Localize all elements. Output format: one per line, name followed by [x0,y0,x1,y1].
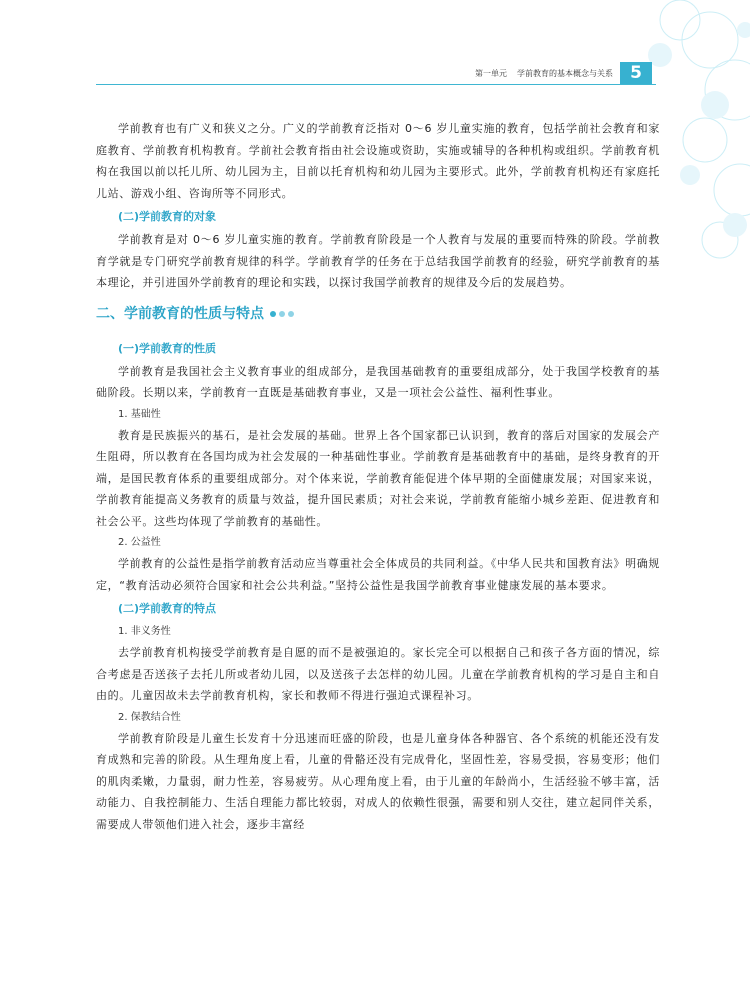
paragraph: 学前教育也有广义和狭义之分。广义的学前教育泛指对 0～6 岁儿童实施的教育，包括学前社会教育和家庭教育、学前教育机构教育。学前社会教育指由社会设施或资助，实施或辅导的各种机构或组织。学前教育机构在我国以前以托儿所、幼儿园为主，目前以托育机构和幼儿园为主要形式。此外，学前教育机构还有家庭托儿站、游戏小组、咨询所等不同形式。 [96,122,660,200]
paragraph: 教育是民族振兴的基石，是社会发展的基础。世界上各个国家都已认识到，教育的落后对国家的发展会产生阻碍，所以教育在各国均成为社会发展的一种基础性事业。学前教育是基础教育中的基础，是终身教育的开端，是国民教育体系的重要组成部分。对个体来说，学前教育能促进个体早期的全面健康发展；对国家来说，学前教育能提高义务教育的质量与效益，提升国民素质；对社会来说，学前教育能缩小城乡差距、促进教育和社会公平。这些均体现了学前教育的基础性。 [96,428,660,528]
paragraph: 学前教育阶段是儿童生长发育十分迅速而旺盛的阶段，也是儿童身体各种器官、各个系统的机能还没有发育成熟和完善的阶段。从生理角度上看，儿童的骨骼还没有完成骨化，坚固性差，容易受损，容易变形；他们的肌肉柔嫩，力量弱，耐力性差，容易疲劳。从心理角度上看，由于儿童的年龄尚小，生活经验不够丰富，活动能力、自我控制能力、生活自理能力都比较弱，对成人的依赖性很强，需要和别人交往，建立起同伴关系，需要成人带领他们进入社会，逐步丰富经 [96,731,660,831]
page-body [96,118,660,835]
item-heading: 1. 基础性 [118,408,161,420]
subheading-object: (二)学前教育的对象 [118,210,217,223]
header-unit-title: 学前教育的基本概念与关系 [517,68,613,78]
section-heading [96,302,660,326]
dots-ornament [270,311,294,317]
item-heading: 2. 公益性 [118,537,161,548]
item-heading: 1. 非义务性 [118,626,171,637]
page-number: 5 [620,62,652,84]
subheading-nature: (一)学前教育的性质 [118,341,217,355]
paragraph: 去学前教育机构接受学前教育是自愿的而不是被强迫的。家长完全可以根据自己和孩子各方面的情况，综合考虑是否送孩子去托儿所或者幼儿园，以及送孩子去怎样的幼儿园。儿童在学前教育机构的学习是自主和自由的。儿童因故未去学前教育机构，家长和教师不得进行强迫式课程补习。 [96,646,660,702]
header-unit: 第一单元 [475,68,507,78]
section-title: 二、学前教育的性质与特点 [96,305,264,322]
item-heading: 2. 保教结合性 [118,711,181,723]
paragraph: 学前教育的公益性是指学前教育活动应当尊重社会全体成员的共同利益。《中华人民共和国教育法》明确规定，“教育活动必须符合国家和社会公共利益。”坚持公益性是我国学前教育事业健康发展的基本要求。 [96,557,660,592]
paragraph: 学前教育是对 0～6 岁儿童实施的教育。学前教育阶段是一个人教育与发展的重要而特殊的阶段。学前教育学就是专门研究学前教育规律的科学。学前教育学的任务在于总结我国学前教育的经验，研究学前教育的基本理论，并引进国外学前教育的理论和实践，以探讨我国学前教育的规律及今后的发展趋势。 [96,233,660,289]
subheading-features: (二)学前教育的特点 [118,602,217,615]
paragraph: 学前教育是我国社会主义教育事业的组成部分，是我国基础教育的重要组成部分，处于我国学校教育的基础阶段。长期以来，学前教育一直既是基础教育事业，又是一项社会公益性、福利性事业。 [96,364,660,399]
header-divider [96,84,656,85]
